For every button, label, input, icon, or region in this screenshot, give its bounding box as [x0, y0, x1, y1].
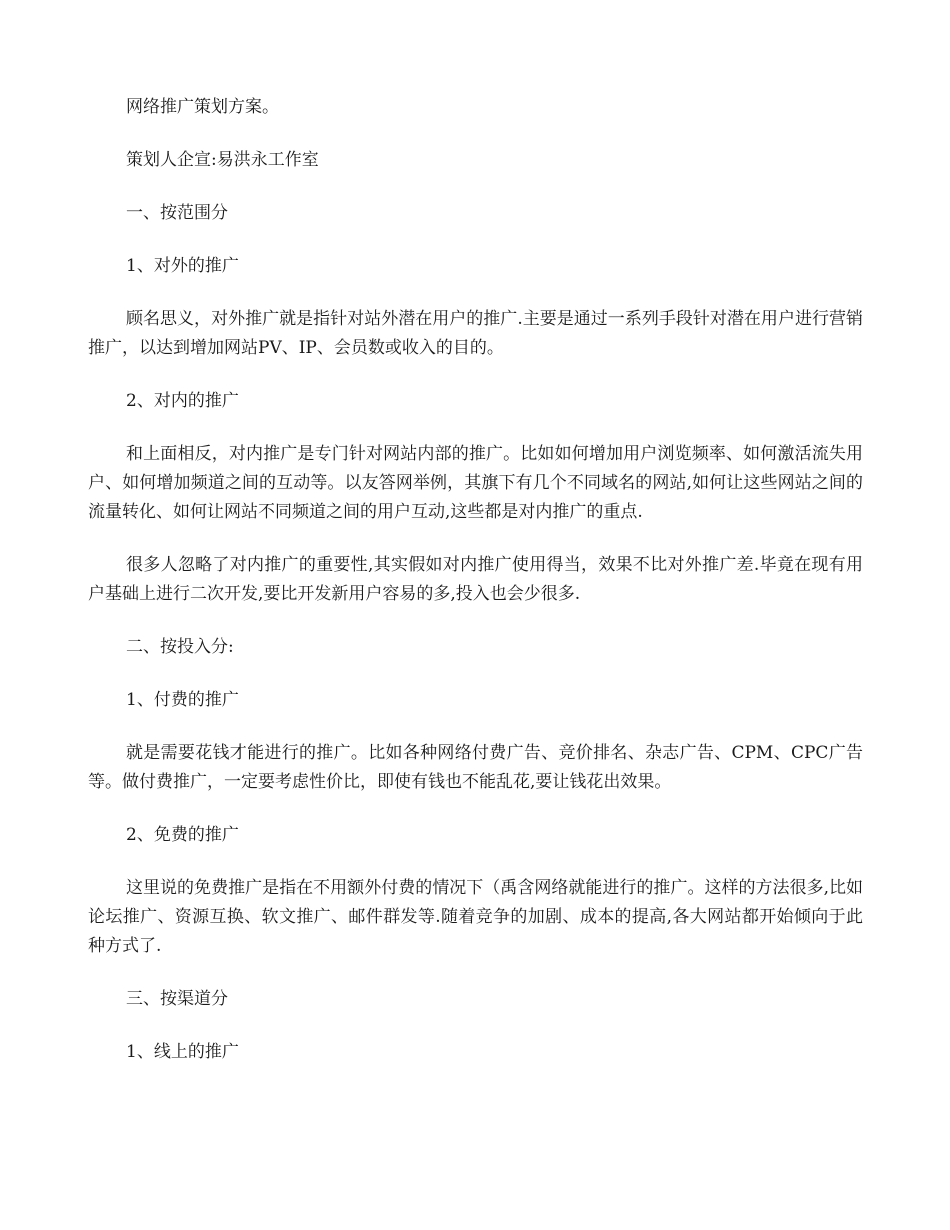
subsection-heading: 2、免费的推广 — [126, 825, 239, 845]
body-paragraph: 这里说的免费推广是指在不用额外付费的情况下（禹含网络就能进行的推广。这样的方法很多,比如论坛推广、资源互换、软文推广、邮件群发等.随着竞争的加剧、成本的提高,各大网站都开始倾向于此种方式了. — [88, 878, 863, 956]
document-title: 网络推广策划方案。 — [126, 97, 279, 117]
subsection-heading: 1、线上的推广 — [126, 1042, 239, 1062]
subsection-heading: 1、付费的推广 — [126, 690, 239, 710]
section-heading: 一、按范围分 — [126, 203, 228, 223]
body-paragraph: 很多人忽略了对内推广的重要性,其实假如对内推广使用得当，效果不比对外推广差.毕竟在现有用户基础上进行二次开发,要比开发新用户容易的多,投入也会少很多. — [88, 555, 863, 604]
body-paragraph: 就是需要花钱才能进行的推广。比如各种网络付费广告、竞价排名、杂志广告、CPM、CPC广告等。做付费推广，一定要考虑性价比，即使有钱也不能乱花,要让钱花出效果。 — [88, 743, 863, 792]
section-heading: 二、按投入分: — [126, 637, 234, 657]
subsection-heading: 1、对外的推广 — [126, 256, 239, 276]
document-body — [88, 93, 863, 1091]
body-paragraph: 和上面相反，对内推广是专门针对网站内部的推广。比如如何增加用户浏览频率、如何激活流失用户、如何增加频道之间的互动等。以友答网举例，其旗下有几个不同域名的网站,如何让这些网站之间的流量转化、如何让网站不同频道之间的用户互动,这些都是对内推广的重点. — [88, 444, 863, 522]
subsection-heading: 2、对内的推广 — [126, 391, 239, 411]
body-paragraph: 顾名思义，对外推广就是指针对站外潜在用户的推广.主要是通过一系列手段针对潜在用户进行营销推广，以达到增加网站PV、IP、会员数或收入的目的。 — [88, 309, 863, 358]
planner-line: 策划人企宣:易洪永工作室 — [126, 150, 319, 170]
section-heading: 三、按渠道分 — [126, 989, 228, 1009]
